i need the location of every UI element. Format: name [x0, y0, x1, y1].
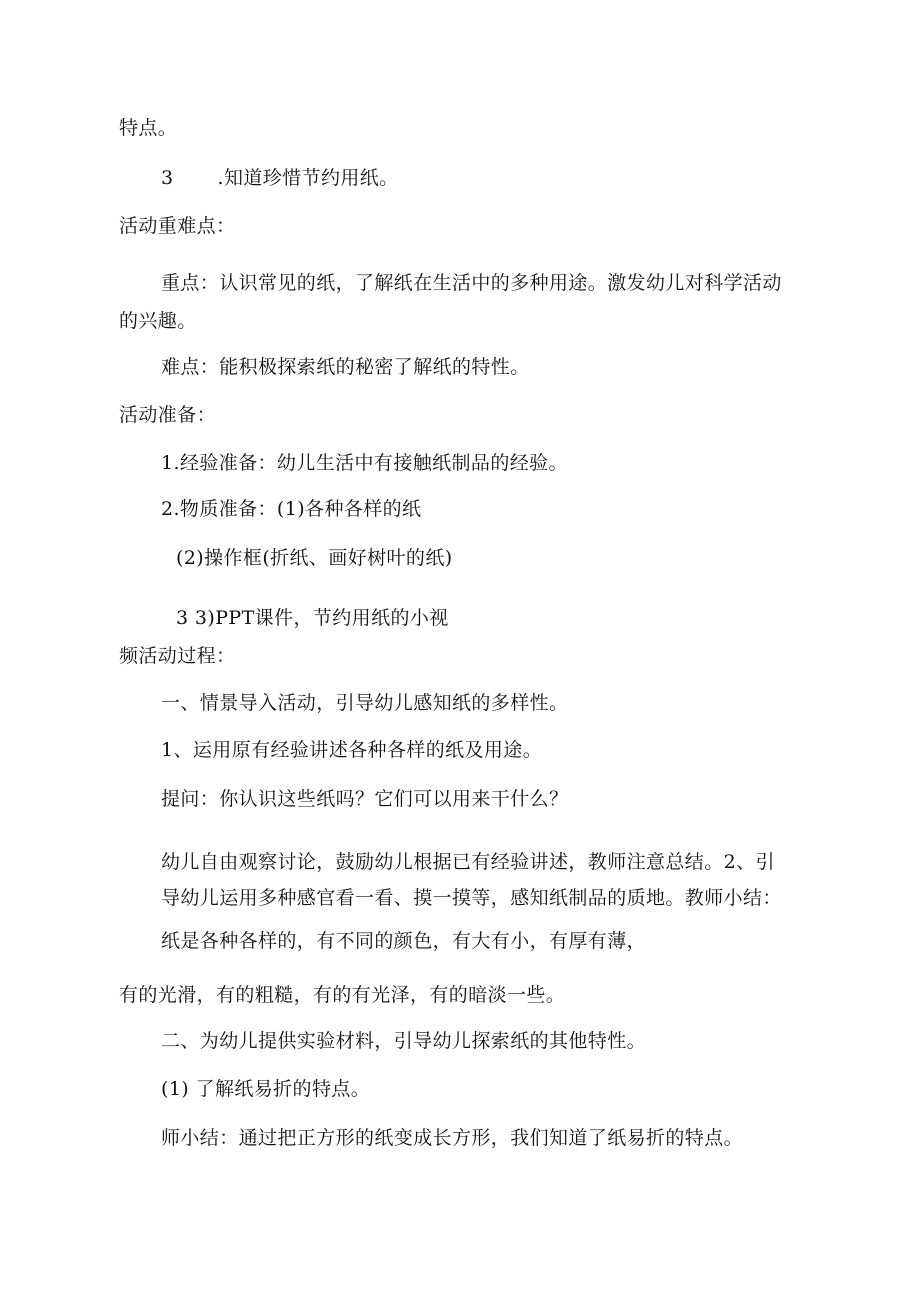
section-heading: 活动重难点： — [119, 215, 236, 237]
section-heading: 频活动过程： — [119, 645, 236, 667]
list-item: 2.物质准备：(1)各种各样的纸 — [161, 498, 422, 520]
paragraph-line: 导幼儿运用多种感官看一看、摸一摸等，感知纸制品的质地。教师小结： — [161, 887, 782, 909]
paragraph-line: 幼儿自由观察讨论，鼓励幼儿根据已有经验讲述，教师注意总结。2、引 — [161, 851, 775, 873]
paragraph-line: 师小结：通过把正方形的纸变成长方形，我们知道了纸易折的特点。 — [161, 1127, 744, 1149]
paragraph-line: 1、运用原有经验讲述各种各样的纸及用途。 — [161, 739, 543, 761]
list-item: (1) 了解纸易折的特点。 — [161, 1078, 371, 1100]
section-heading: 活动准备： — [119, 404, 217, 426]
paragraph-line: 一、情景导入活动，引导幼儿感知纸的多样性。 — [161, 692, 569, 714]
list-item: (2)操作框(折纸、画好树叶的纸) — [176, 547, 453, 569]
list-number: 3 — [161, 167, 174, 189]
list-item: 3 3)PPT课件，节约用纸的小视 — [176, 607, 449, 629]
paragraph-line: 的兴趣。 — [119, 310, 197, 332]
paragraph-line: 有的光滑，有的粗糙，有的有光泽，有的暗淡一些。 — [119, 984, 566, 1006]
paragraph-line: 纸是各种各样的，有不同的颜色，有大有小，有厚有薄， — [161, 930, 647, 952]
paragraph-line: 难点：能积极探索纸的秘密了解纸的特性。 — [161, 356, 530, 378]
list-item-3 — [161, 166, 399, 190]
text-line: 特点。 — [119, 117, 178, 139]
list-item: 1.经验准备：幼儿生活中有接触纸制品的经验。 — [161, 452, 568, 474]
paragraph-line: 重点：认识常见的纸，了解纸在生活中的多种用途。激发幼儿对科学活动 — [161, 272, 782, 294]
list-text: .知道珍惜节约用纸。 — [217, 167, 399, 189]
paragraph-line: 二、为幼儿提供实验材料，引导幼儿探索纸的其他特性。 — [161, 1030, 647, 1052]
paragraph-line: 提问：你认识这些纸吗？它们可以用来干什么？ — [161, 788, 569, 810]
